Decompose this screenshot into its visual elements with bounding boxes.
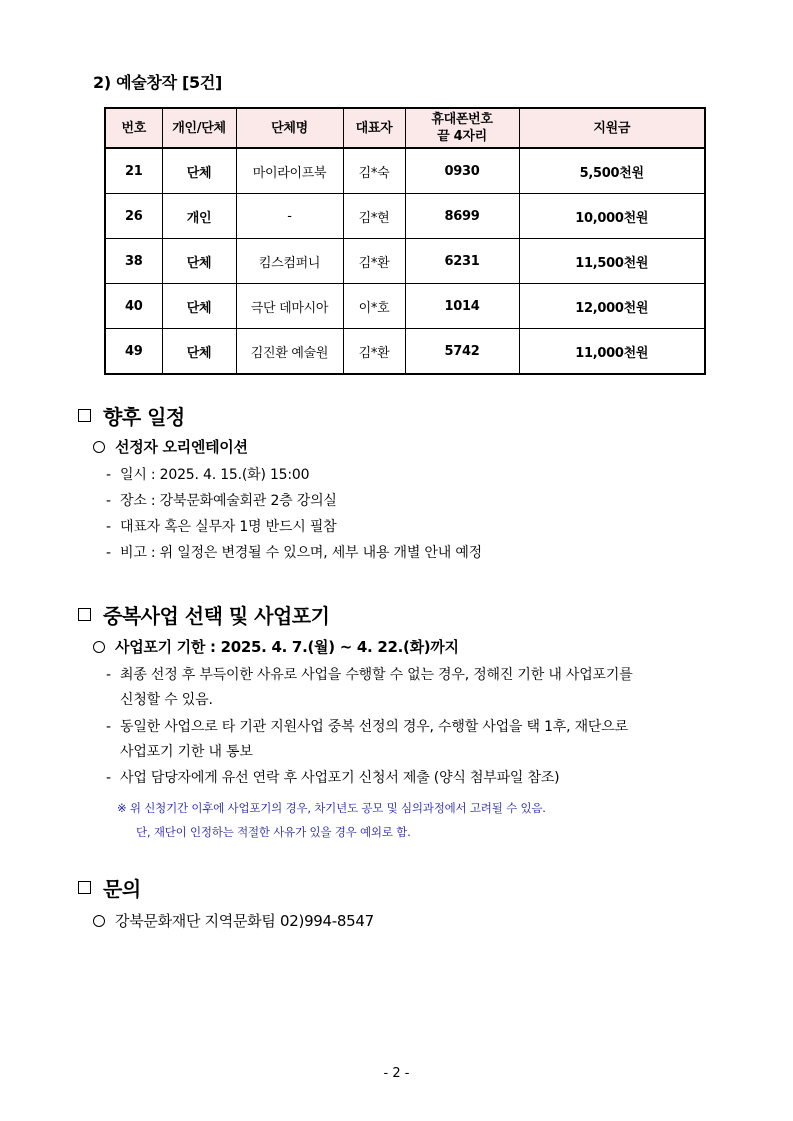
cell-representative: 김*환: [343, 239, 405, 284]
cell-group-name: -: [236, 194, 343, 239]
header-number: 번호: [105, 108, 162, 148]
cell-number: 21: [105, 148, 162, 194]
cell-phone: 6231: [405, 239, 519, 284]
circle-bullet-icon: [93, 915, 105, 927]
list-item: - 일시 : 2025. 4. 15.(화) 15:00: [106, 467, 310, 483]
cell-type: 단체: [162, 284, 236, 329]
cell-phone: 1014: [405, 284, 519, 329]
list-item: - 비고 : 위 일정은 변경될 수 있으며, 세부 내용 개별 안내 예정: [106, 545, 482, 561]
cell-group-name: 킴스컴퍼니: [236, 239, 343, 284]
section-withdraw: [78, 600, 329, 629]
cell-number: 38: [105, 239, 162, 284]
header-phone: 휴대폰번호 끝 4자리: [405, 108, 519, 148]
cell-grant: 5,500천원: [519, 148, 705, 194]
table-row: [105, 148, 705, 194]
table-row: [105, 239, 705, 284]
cell-type: 개인: [162, 194, 236, 239]
list-item: - 대표자 혹은 실무자 1명 반드시 필참: [106, 519, 337, 535]
list-item-continued: 사업포기 기한 내 통보: [120, 744, 253, 760]
cell-representative: 이*호: [343, 284, 405, 329]
cell-grant: 10,000천원: [519, 194, 705, 239]
note-line: 단, 재단이 인정하는 적절한 사유가 있을 경우 예외로 함.: [136, 825, 411, 839]
list-item-continued: 신청할 수 있음.: [120, 692, 213, 708]
cell-number: 40: [105, 284, 162, 329]
subheading: 2) 예술창작 [5건]: [93, 73, 223, 92]
item-title: 선정자 오리엔테이션: [115, 438, 248, 456]
cell-phone: 0930: [405, 148, 519, 194]
contact-text: 강북문화재단 지역문화팀 02)994-8547: [115, 912, 374, 930]
section-schedule: [78, 401, 185, 430]
cell-representative: 김*현: [343, 194, 405, 239]
section-contact: [78, 873, 141, 902]
section-title: 문의: [103, 877, 141, 901]
list-item: - 동일한 사업으로 타 기관 지원사업 중복 선정의 경우, 수행할 사업을 택 1후, 재단으로: [106, 719, 628, 735]
header-grant: 지원금: [519, 108, 705, 148]
table-row: [105, 194, 705, 239]
grant-table: [104, 107, 706, 375]
square-bullet-icon: [78, 881, 91, 894]
list-item: - 장소 : 강북문화예술회관 2층 강의실: [106, 493, 337, 509]
page-number: - 2 -: [383, 1066, 410, 1081]
cell-group-name: 김진환 예술원: [236, 329, 343, 375]
square-bullet-icon: [78, 409, 91, 422]
square-bullet-icon: [78, 608, 91, 621]
cell-grant: 11,000천원: [519, 329, 705, 375]
cell-grant: 11,500천원: [519, 239, 705, 284]
table-row: [105, 329, 705, 375]
cell-representative: 김*환: [343, 329, 405, 375]
circle-bullet-icon: [93, 641, 105, 653]
section-title: 향후 일정: [103, 405, 185, 429]
cell-type: 단체: [162, 239, 236, 284]
cell-number: 49: [105, 329, 162, 375]
item-title: 사업포기 기한 : 2025. 4. 7.(월) ~ 4. 22.(화)까지: [115, 638, 459, 656]
cell-phone: 8699: [405, 194, 519, 239]
header-group-name: 단체명: [236, 108, 343, 148]
cell-type: 단체: [162, 329, 236, 375]
list-item: - 최종 선정 후 부득이한 사유로 사업을 수행할 수 없는 경우, 정해진 기한 내 사업포기를: [106, 667, 633, 683]
withdraw-item: [93, 636, 459, 657]
cell-grant: 12,000천원: [519, 284, 705, 329]
table-row: [105, 284, 705, 329]
cell-number: 26: [105, 194, 162, 239]
cell-group-name: 극단 데마시아: [236, 284, 343, 329]
note-line: ※ 위 신청기간 이후에 사업포기의 경우, 차기년도 공모 및 심의과정에서 고려될 수 있음.: [117, 801, 546, 815]
contact-item: [93, 910, 374, 931]
cell-type: 단체: [162, 148, 236, 194]
cell-phone: 5742: [405, 329, 519, 375]
section-title: 중복사업 선택 및 사업포기: [103, 604, 330, 628]
list-item: - 사업 담당자에게 유선 연락 후 사업포기 신청서 제출 (양식 첨부파일 참조): [106, 770, 560, 786]
header-representative: 대표자: [343, 108, 405, 148]
cell-group-name: 마이라이프북: [236, 148, 343, 194]
schedule-item: [93, 436, 248, 457]
circle-bullet-icon: [93, 441, 105, 453]
cell-representative: 김*숙: [343, 148, 405, 194]
header-type: 개인/단체: [162, 108, 236, 148]
